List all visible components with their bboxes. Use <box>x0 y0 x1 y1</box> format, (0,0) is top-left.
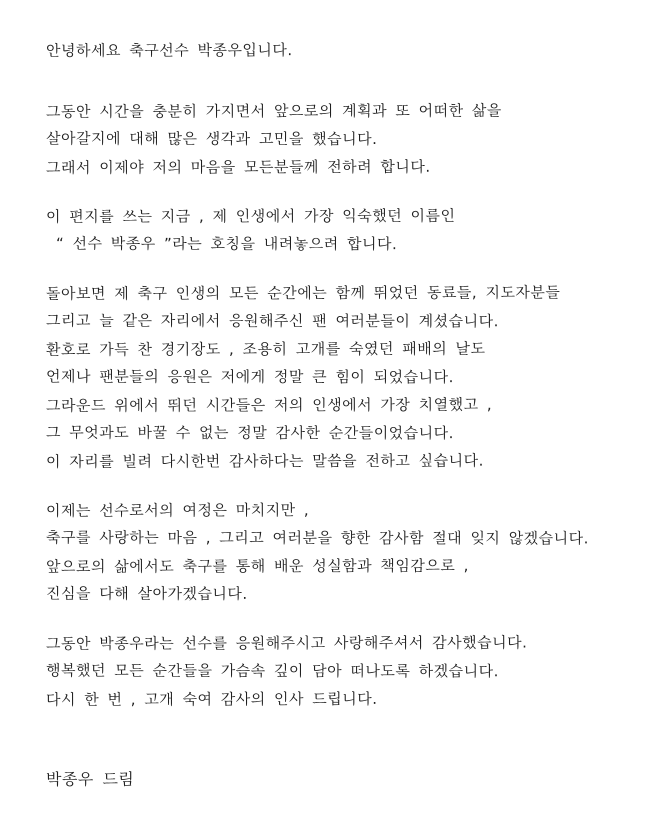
letter-paragraph-retrospective <box>46 279 640 475</box>
letter-paragraph-farewell <box>46 629 640 713</box>
letter-line: 이제는 선수로서의 여정은 마치지만 , <box>45 501 310 520</box>
letter-line: 진심을 다해 살아가겠습니다. <box>45 584 248 603</box>
letter-line: 행복했던 모든 순간들을 가슴속 깊이 담아 떠나도록 하겠습니다. <box>45 661 499 681</box>
letter-line: 그래서 이제야 저의 마음을 모든분들께 전하려 합니다. <box>45 157 431 177</box>
letter-line: 그리고 늘 같은 자리에서 응원해주신 팬 여러분들이 계셨습니다. <box>45 311 499 331</box>
letter-line: 다시 한 번 , 고개 숙여 감사의 인사 드립니다. <box>45 689 378 709</box>
letter-line: 살아갈지에 대해 많은 생각과 고민을 했습니다. <box>45 129 378 149</box>
letter-line: 이 자리를 빌려 다시한번 감사하다는 말씀을 전하고 싶습니다. <box>45 451 484 471</box>
letter-line: 앞으로의 삶에서도 축구를 통해 배운 성실함과 책임감으로 , <box>45 556 469 576</box>
letter-paragraph-future <box>46 496 640 608</box>
letter-line: “ 선수 박종우 ”라는 호칭을 내려놓으려 합니다. <box>55 234 398 254</box>
letter-line: 그동안 시간을 충분히 가지면서 앞으로의 계획과 또 어떠한 삶을 <box>45 101 502 121</box>
letter-line: 그라운드 위에서 뛰던 시간들은 저의 인생에서 가장 치열했고 , <box>45 395 493 415</box>
letter-line: 그동안 박종우라는 선수를 응원해주시고 사랑해주셔서 감사했습니다. <box>45 633 528 653</box>
letter-line: 그 무엇과도 바꿀 수 없는 정말 감사한 순간들이었습니다. <box>45 423 454 443</box>
letter-line: 축구를 사랑하는 마음 , 그리고 여러분을 향한 감사함 절대 잊지 않겠습니다. <box>45 528 589 548</box>
letter-line: 환호로 가득 찬 경기장도 , 조용히 고개를 숙였던 패배의 날도 <box>45 339 486 359</box>
letter-paragraph-announcement <box>46 202 640 258</box>
letter-line: 이 편지를 쓰는 지금 , 제 인생에서 가장 익숙했던 이름인 <box>45 206 456 226</box>
signature: 박종우 드림 <box>45 769 135 789</box>
letter-line: 돌아보면 제 축구 인생의 모든 순간에는 함께 뛰었던 동료들, 지도자분들 <box>45 283 561 303</box>
letter-paragraph-intro <box>46 97 640 181</box>
letter-line: 언제나 팬분들의 응원은 저에게 정말 큰 힘이 되었습니다. <box>45 367 454 387</box>
letter-greeting: 안녕하세요 축구선수 박종우입니다. <box>45 41 293 60</box>
